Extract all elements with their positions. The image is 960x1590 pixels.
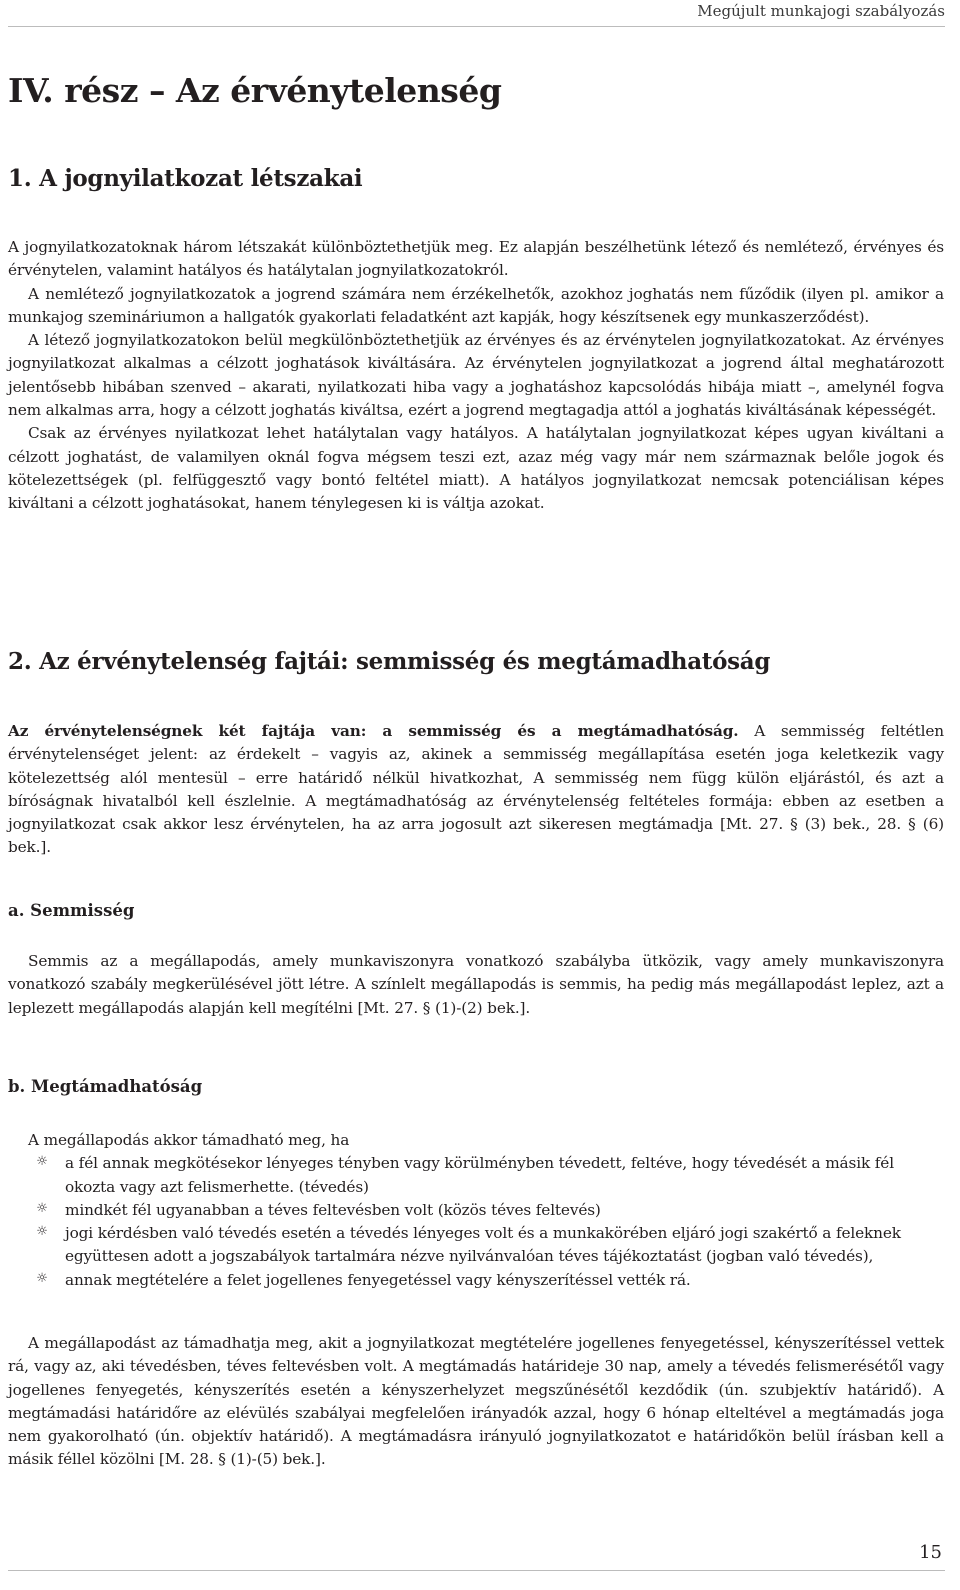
paragraph: A megállapodást az támadhatja meg, akit a jognyilatkozat megtételére jogellenes fenyegetéssel, kényszerítéssel vettek rá, vagy az, aki tévedésben, téves feltevésben volt. A megtámadás határideje 30 nap, amely a tévedés felismerésétől vagy jogellenes fenyegetés, kényszerítés esetén a kényszerhelyzet megszűnésétől kezdődik (ún. szubjektív határidő). A megtámadási határidőre az elévülés szabályai megfelelően irányadók azzal, hogy 6 hónap elteltével a megtámadás joga nem gyakorolható (ún. objektív határidő). A megtámadásra irányuló jognyilatkozatot e határidőkön belül írásban kell a másik féllel közölni [M. 28. § (1)-(5) bek.]. (8, 1334, 944, 1469)
paragraph: A jognyilatkozatoknak három létszakát különböztethetjük meg. Ez alapján beszélhetünk létező és nemlétező, érvényes és érvénytelen, valamint hatályos és hatálytalan jognyilatkozatokról. (8, 238, 944, 280)
sun-bullet-icon: ☼ (36, 1224, 48, 1240)
list-item (8, 1222, 944, 1269)
subsection-b-body (8, 1129, 944, 1292)
paragraph: Semmis az a megállapodás, amely munkaviszonyra vonatkozó szabályba ütközik, vagy amely munkaviszonyra vonatkozó szabály megkerülésével jött létre. A színlelt megállapodás is semmis, ha pedig más megállapodást leplez, azt a leplezett megállapodás alapján kell megítélni [Mt. 27. § (1)-(2) bek.]. (8, 952, 944, 1017)
running-header: Megújult munkajogi szabályozás (697, 2, 945, 20)
paragraph: A létező jognyilatkozatokon belül megkülönböztethetjük az érvényes és az érvénytelen jognyilatkozatokat. Az érvényes jognyilatkozat alkalmas a célzott joghatások kiváltására. Az érvénytelen jognyilatkozat a jogrend által meghatározott jelentősebb hibában szenved – akarati, nyilatkozati hiba vagy a joghatáshoz kapcsolódás hibája miatt –, amelynél fogva nem alkalmas arra, hogy a célzott joghatás kiváltsa, ezért a jogrend megtagadja attól a joghatás kiváltásának képességét. (8, 331, 944, 420)
paragraph: A nemlétező jognyilatkozatok a jogrend számára nem érzékelhetők, azokhoz joghatás nem fűződik (ilyen pl. amikor a munkajog szemináriumon a hallgatók gyakorlati feladatként azt kapják, hogy készítsenek egy munkaszerződést). (8, 284, 944, 326)
section-1-body (8, 236, 944, 516)
subsection-b-closing (8, 1332, 944, 1472)
section-2-body (8, 720, 944, 860)
list-item (8, 1152, 944, 1199)
list-item-text: a fél annak megkötésekor lényeges tényben vagy körülményben tévedett, feltéve, hogy tévedését a másik fél okozta vagy azt felismerhette. (tévedés) (65, 1154, 894, 1196)
part-title: IV. rész – Az érvénytelenség (8, 71, 502, 110)
section-2-heading: 2. Az érvénytelenség fajtái: semmisség és megtámadhatóság (8, 648, 771, 675)
list-item-text: annak megtételére a felet jogellenes fenyegetéssel vagy kényszerítéssel vették rá. (65, 1270, 691, 1289)
subsection-b-heading: b. Megtámadhatóság (8, 1077, 203, 1096)
list-item-text: jogi kérdésben való tévedés esetén a tévedés lényeges volt és a munkakörében eljáró jogi szakértő a feleknek együttesen adott a jogszabályok tartalmára nézve nyilvánvalóan téves tájékoztatást (jogban való tévedés), (65, 1224, 901, 1266)
subsection-a-body (8, 950, 944, 1020)
paragraph: Csak az érvényes nyilatkozat lehet hatálytalan vagy hatályos. A hatálytalan jognyilatkozat képes ugyan kiváltani a célzott joghatást, de valamilyen oknál fogva mégsem teszi ezt, azaz még vagy már nem származnak belőle jogok és kötelezettségek (pl. felfüggesztő vagy bontó feltétel miatt). A hatályos jognyilatkozat nemcsak potenciálisan képes kiváltani a célzott joghatásokat, hanem ténylegesen ki is váltja azokat. (8, 424, 944, 513)
footer-divider (8, 1570, 945, 1571)
lead-rest: A semmisség feltétlen érvénytelenséget jelent: az érdekelt – vagyis az, akinek a semmisség megállapítása esetén joga keletkezik vagy kötelezettség alól mentesül – erre határidő nélkül hivatkozhat, A semmisség nem függ külön eljárástól, és azt a bíróságnak hivatalból kell észlelnie. A megtámadhatóság az érvénytelenség feltételes formája: ebben az esetben a jognyilatkozat csak akkor lesz érvénytelen, ha az arra jogosult azt sikeresen megtámadja [Mt. 27. § (3) bek., 28. § (6) bek.]. (8, 722, 944, 857)
conditions-list (8, 1152, 944, 1292)
page-number: 15 (919, 1542, 942, 1563)
paragraph (8, 720, 944, 860)
sun-bullet-icon: ☼ (36, 1154, 48, 1170)
list-item-text: mindkét fél ugyanabban a téves feltevésben volt (közös téves feltevés) (65, 1200, 601, 1219)
sun-bullet-icon: ☼ (36, 1200, 48, 1216)
lead-sentence: Az érvénytelenségnek két fajtája van: a semmisség és a megtámadhatóság. (8, 722, 739, 740)
list-intro: A megállapodás akkor támadható meg, ha (28, 1131, 350, 1149)
section-1-heading: 1. A jognyilatkozat létszakai (8, 165, 363, 192)
sun-bullet-icon: ☼ (36, 1270, 48, 1286)
list-item (8, 1199, 944, 1222)
list-item (8, 1269, 944, 1292)
subsection-a-heading: a. Semmisség (8, 901, 135, 920)
header-divider (8, 26, 945, 27)
